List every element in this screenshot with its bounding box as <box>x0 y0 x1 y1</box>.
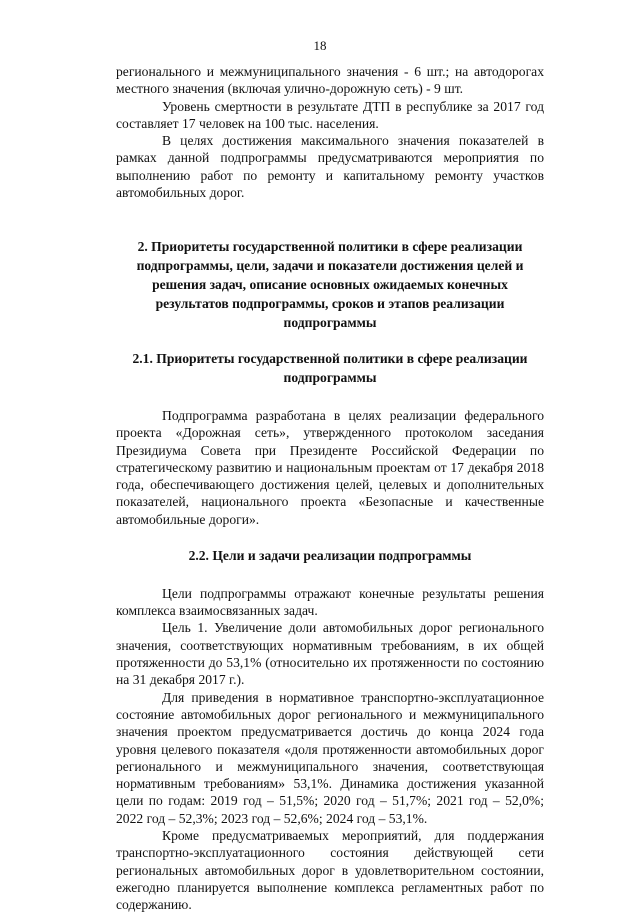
section-2-1-paragraph: Подпрограмма разработана в целях реализации федерального проекта «Дорожная сеть», утвержденного протоколом заседания Президиума Совета при Президенте Российской Федерации по стратегическому развитию и национальным проектам от 17 декабря 2018 года, обеспечивающего достижения целей, целевых и дополнительных показателей, национального проекта «Безопасные и качественные автомобильные дороги». <box>116 407 544 527</box>
section-2-2-heading: 2.2. Цели и задачи реализации подпрограммы <box>188 548 472 564</box>
section-2-heading: 2. Приоритеты государственной политики в сфере реализации подпрограммы, цели, задачи и показатели достижения целей и решения задач, описание основных ожидаемых конечных результатов подпрограммы, сроков и этапов реализации подпрограммы <box>136 239 524 330</box>
intro-paragraph-3: В целях достижения максимального значения показателей в рамках данной подпрограммы предусматриваются мероприятия по выполнению работ по ремонту и капитальному ремонту участков автомобильных дорог. <box>116 133 544 201</box>
page-number: 18 <box>313 38 327 53</box>
section-2-2-paragraph-4: Кроме предусматриваемых мероприятий, для поддержания транспортно-эксплуатационного состояния действующей сети региональных автомобильных дорог в удовлетворительном состоянии, ежегодно планируется выполнение комплекса регламентных работ по содержанию. <box>116 827 544 913</box>
section-2-2-paragraph-3: Для приведения в нормативное транспортно-эксплуатационное состояние автомобильных дорог регионального и межмуниципального значения проектом предусматривается достичь до конца 2024 года уровня целевого показателя «доля протяженности автомобильных дорог регионального и межмуниципального значения, соответствующая нормативным требованиям» 53,1%. Динамика достижения указанной цели по годам: 2019 год – 51,5%; 2020 год – 51,7%; 2021 год – 52,0%; 2022 год – 52,3%; 2023 год – 52,6%; 2024 год – 53,1%. <box>116 689 544 826</box>
page-content <box>116 63 544 913</box>
section-2-2-paragraph-1: Цели подпрограммы отражают конечные результаты решения комплекса взаимосвязанных задач. <box>116 585 544 619</box>
intro-paragraph-1: регионального и межмуниципального значения - 6 шт.; на автодорогах местного значения (включая улично-дорожную сеть) - 9 шт. <box>116 64 544 97</box>
section-2-2-paragraph-2: Цель 1. Увеличение доли автомобильных дорог регионального значения, соответствующих нормативным требованиям, в их общей протяженности до 53,1% (относительно их протяженности по состоянию на 31 декабря 2017 г.). <box>116 620 544 688</box>
section-2-1-heading: 2.1. Приоритеты государственной политики в сфере реализации подпрограммы <box>132 351 528 386</box>
intro-paragraph-2: Уровень смертности в результате ДТП в республике за 2017 год составляет 17 человек на 100 тыс. населения. <box>116 98 544 131</box>
